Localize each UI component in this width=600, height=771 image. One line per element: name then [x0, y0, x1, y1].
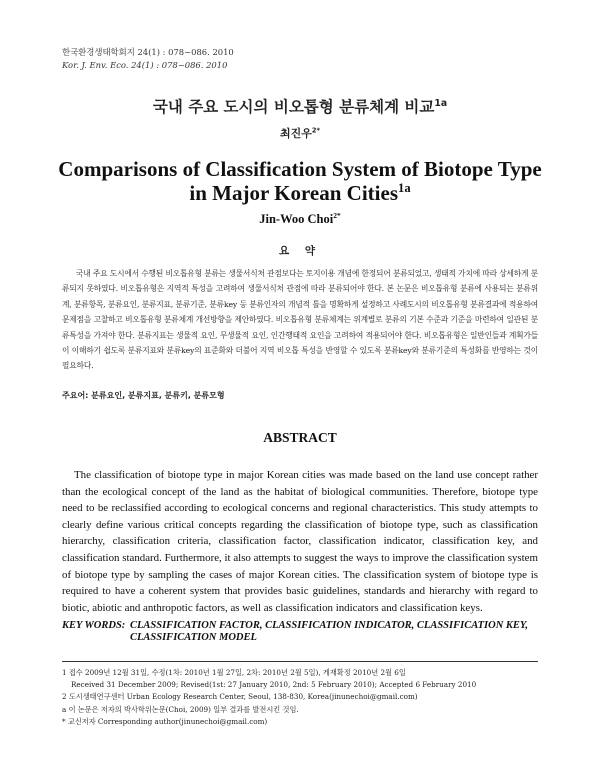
author-en-name: Jin-Woo Choi: [259, 212, 334, 226]
author-en-footnote-mark: 2*: [333, 210, 341, 220]
title-en-line2-wrap: [0, 181, 600, 205]
footnote-divider: [62, 661, 538, 662]
author-kr: [0, 125, 600, 141]
title-en-footnote-mark: 1a: [398, 181, 411, 195]
title-kr: [0, 95, 600, 117]
author-kr-name: 최진우: [280, 127, 312, 140]
footnote-1-en: Received 31 December 2009; Revised(1st: 27 January 2010, 2nd: 5 February 2010); Accepted 6 February 2010: [71, 680, 477, 690]
journal-header: [62, 46, 234, 72]
title-kr-text: 국내 주요 도시의 비오톱형 분류체계 비교: [152, 98, 435, 116]
keywords-en-list: CLASSIFICATION FACTOR, CLASSIFICATION INDICATOR, CLASSIFICATION KEY, CLASSIFICATION MODEL: [130, 620, 528, 643]
journal-citation-kr: 한국환경생태학회지 24(1) : 078~086. 2010: [62, 47, 234, 57]
abstract-kr-body: 국내 주요 도시에서 수행된 비오톱유형 분류는 생물서식처 관점보다는 토지이용 개념에 한정되어 분류되었고, 생태적 가치에 따라 상세하게 분류되지 못하였다. 비오톱유형은 지역적 특성을 고려하여 생물서식처 관점에 따라 분류되어야 한다. 본 논문은 비오톱유형 분류에 사용되는 분류위계, 분류항목, 분류요인, 분류지표, 분류기준, 분류key 등 분류인자의 개념적 틀을 명확하게 설정하고 사례도시의 비오톱유형 분류결과에 적용하여 문제점을 고찰하고 비오톱유형 분류체계 개선방향을 제안하였다. 비오톱유형 분류체계는 위계별로 분류의 기본 수준과 기준을 마련하여 일관된 분류특성을 가져야 한다. 분류지표는 생물적 요인, 무생물적 요인, 인간행태적 요인을 고려하여 적용되어야 한다. 비오톱유형은 일반인들과 계획가들이 이해하기 쉽도록 분류지표와 분류key의 표준화와 더불어 지역 비오톱 특성을 반영할 수 있도록 분류key와 분류기준의 특성화를 반영하는 것이 필요하다.: [62, 269, 538, 371]
title-en-line1: Comparisons of Classification System of Biotope Type: [58, 157, 542, 181]
abstract-kr-heading: 요 약: [279, 245, 321, 257]
journal-citation-en: Kor. J. Env. Eco. 24(1) : 078~086. 2010: [62, 60, 228, 70]
footnote-2: 2 도시생태연구센터 Urban Ecology Research Center, Seoul, 138-830, Korea(jinunechoi@gmail.com): [62, 692, 418, 702]
abstract-en-body: The classification of biotope type in major Korean cities was made based on the land use concept rather than the ecological concept of the land as the habitat of biological communities. Therefore, biotope type need to be reclassified according to ecological concerns and regional characteristics. This study attempts to clearly define various critical concepts regarding the classification of biotope type, such as classification hierarchy, classification criteria, classification factor, classification indicator, classification key, and classification standard. Furthermore, it also attempts to suggest the ways to improve the classification system of biotope type by sampling the cases of major Korean cities. The classification system of biotope type is required to have a coherent system that provides basic guidelines, standards and hierarchy with regard to biotic, abiotic and anthropotic factors, as well as classification indicators and classification keys.: [62, 469, 538, 614]
title-en: [0, 157, 600, 205]
footnote-corresponding: * 교신저자 Corresponding author(jinunechoi@gmail.com): [62, 716, 268, 726]
author-en: [0, 212, 600, 227]
footnotes: [62, 667, 542, 728]
footnote-a: a 이 논문은 저자의 박사학위논문(Choi, 2009) 일부 결과를 발전시킨 것임.: [62, 704, 299, 714]
keywords-en-label: KEY WORDS:: [62, 620, 126, 631]
keywords-en: [62, 620, 538, 643]
keywords-kr: 주요어: 분류요인, 분류지표, 분류키, 분류모형: [62, 391, 225, 400]
author-kr-footnote-mark: 2*: [311, 126, 320, 135]
footnote-1: 1 접수 2009년 12월 31일, 수정(1차: 2010년 1월 27일, 2차: 2010년 2월 5일), 게재확정 2010년 2월 6일: [62, 668, 406, 677]
title-en-line2: in Major Korean Cities: [189, 181, 399, 205]
abstract-en-heading: ABSTRACT: [263, 430, 337, 445]
title-kr-footnote-mark: 1a: [434, 97, 448, 109]
